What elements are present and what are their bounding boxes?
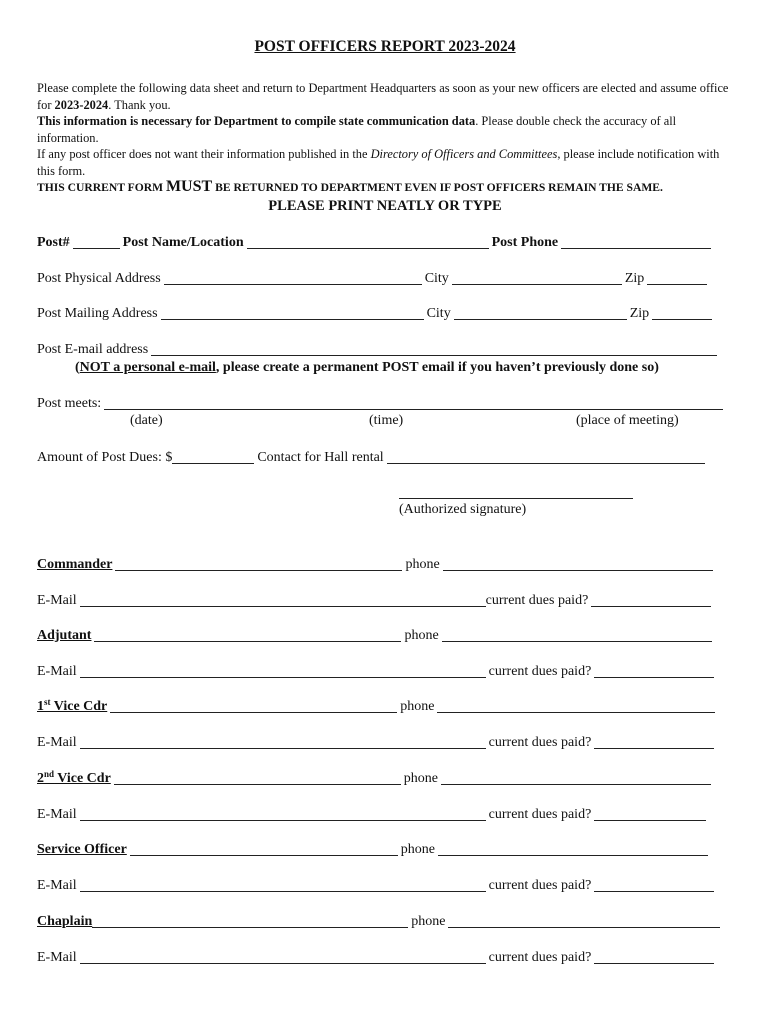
signature-field[interactable] [399, 484, 633, 499]
second-vice-dues-field[interactable] [594, 806, 706, 821]
adjutant-phone-label: phone [404, 628, 439, 643]
service-officer-name-field[interactable] [130, 841, 398, 856]
service-officer-phone-label: phone [400, 842, 435, 857]
report-year: 2023-2024 [54, 97, 109, 112]
adjutant-email-row [37, 662, 714, 680]
physical-zip-field[interactable] [647, 270, 707, 285]
first-vice-dues-field[interactable] [594, 734, 714, 749]
mailing-city-field[interactable] [454, 305, 627, 320]
directory-title: Directory of Officers and Committees [370, 147, 558, 161]
service-officer-phone-field[interactable] [438, 841, 708, 856]
ordinal-number: 1 [37, 699, 44, 714]
ordinal-suffix: nd [44, 769, 55, 779]
mailing-zip-label: Zip [629, 306, 650, 321]
must-emphasis: MUST [165, 178, 213, 195]
instructions-paragraph-1 [37, 80, 737, 113]
instructions [37, 80, 737, 179]
post-name-field[interactable] [247, 234, 489, 249]
first-vice-email-field[interactable] [80, 734, 486, 749]
second-vice-email-label: E-Mail [37, 807, 77, 822]
first-vice-name-field[interactable] [110, 698, 397, 713]
post-number-label: Post# [37, 235, 70, 250]
commander-email-field[interactable] [80, 592, 486, 607]
commander-label: Commander [37, 557, 113, 572]
chaplain-email-field[interactable] [80, 949, 486, 964]
commander-email-row [37, 591, 711, 609]
not-personal-email: NOT a personal e-mail [79, 360, 216, 375]
commander-name-field[interactable] [115, 556, 402, 571]
post-phone-field[interactable] [561, 234, 711, 249]
form-title: POST OFFICERS REPORT 2023-2024 [254, 38, 516, 55]
second-vice-email-row [37, 805, 706, 823]
first-vice-row [37, 697, 715, 715]
instructions-text: If any post officer does not want their information published in the [37, 147, 371, 161]
physical-address-field[interactable] [164, 270, 422, 285]
signature-caption: (Authorized signature) [399, 502, 527, 517]
instructions-text: , please include notification with this form. [37, 147, 720, 178]
post-email-label: Post E-mail address [37, 342, 149, 357]
first-vice-phone-label: phone [400, 699, 435, 714]
post-phone-label: Post Phone [491, 235, 559, 250]
mailing-zip-field[interactable] [652, 305, 712, 320]
physical-city-field[interactable] [452, 270, 622, 285]
commander-dues-label: current dues paid? [485, 593, 589, 608]
second-vice-label [37, 771, 111, 787]
post-name-label: Post Name/Location [122, 235, 244, 250]
instructions-text: . Thank you. [108, 97, 171, 112]
adjutant-email-label: E-Mail [37, 664, 77, 679]
note-text: ( [75, 360, 80, 375]
second-vice-phone-label: phone [403, 771, 438, 786]
dues-row [37, 448, 705, 466]
chaplain-label: Chaplain [37, 914, 93, 929]
hall-rental-label: Contact for Hall rental [257, 450, 384, 465]
title-text: Vice Cdr [50, 699, 108, 714]
mailing-address-label: Post Mailing Address [37, 306, 158, 321]
second-vice-email-field[interactable] [80, 806, 486, 821]
mailing-city-label: City [426, 306, 451, 321]
post-dues-field[interactable] [172, 449, 254, 464]
post-email-row [37, 340, 717, 358]
service-officer-dues-field[interactable] [594, 877, 714, 892]
service-officer-email-field[interactable] [80, 877, 486, 892]
post-meets-field[interactable] [104, 395, 723, 410]
print-neatly-notice: PLEASE PRINT NEATLY OR TYPE [268, 198, 502, 214]
chaplain-email-label: E-Mail [37, 950, 77, 965]
first-vice-email-label: E-Mail [37, 735, 77, 750]
post-dues-label: Amount of Post Dues: $ [37, 450, 173, 465]
commander-phone-label: phone [405, 557, 440, 572]
notice-text: BE RETURNED TO DEPARTMENT EVEN IF POST OFFICERS REMAIN THE SAME. [212, 181, 663, 194]
chaplain-email-row [37, 948, 714, 966]
mailing-address-field[interactable] [161, 305, 424, 320]
physical-zip-label: Zip [624, 271, 645, 286]
service-officer-label: Service Officer [37, 842, 127, 857]
chaplain-row [37, 912, 720, 930]
notice-text: THIS CURRENT FORM [37, 181, 166, 194]
adjutant-email-field[interactable] [80, 663, 486, 678]
chaplain-dues-field[interactable] [594, 949, 714, 964]
chaplain-dues-label: current dues paid? [488, 950, 592, 965]
chaplain-phone-field[interactable] [448, 913, 720, 928]
adjutant-dues-label: current dues paid? [488, 664, 592, 679]
second-vice-name-field[interactable] [114, 770, 401, 785]
meets-date-caption: (date) [130, 413, 163, 428]
physical-address-label: Post Physical Address [37, 271, 161, 286]
physical-address-row [37, 269, 707, 287]
second-vice-row [37, 769, 711, 787]
service-officer-email-row [37, 876, 714, 894]
meets-time-caption: (time) [369, 413, 404, 428]
first-vice-label [37, 699, 107, 715]
instructions-text: . Please double check the accuracy of all information. [37, 114, 677, 145]
note-text: , please create a permanent POST email if you haven’t previously done so) [215, 360, 659, 375]
second-vice-phone-field[interactable] [441, 770, 711, 785]
instructions-text: Please complete the following data sheet and return to Department Headquarters as soon as your new officers are elected and assume office for [37, 81, 729, 112]
service-officer-email-label: E-Mail [37, 878, 77, 893]
ordinal-number: 2 [37, 771, 44, 786]
commander-row [37, 555, 713, 573]
post-meets-row [37, 394, 723, 412]
first-vice-dues-label: current dues paid? [488, 735, 592, 750]
must-return-notice [37, 178, 757, 196]
post-meets-label: Post meets: [37, 396, 102, 411]
adjutant-name-field[interactable] [94, 627, 401, 642]
post-info-row [37, 233, 711, 251]
ordinal-suffix: st [44, 697, 51, 707]
service-officer-dues-label: current dues paid? [488, 878, 592, 893]
instructions-paragraph-2 [37, 113, 737, 146]
commander-dues-field[interactable] [591, 592, 711, 607]
chaplain-phone-label: phone [411, 914, 446, 929]
adjutant-label: Adjutant [37, 628, 92, 643]
adjutant-row [37, 626, 712, 644]
first-vice-phone-field[interactable] [437, 698, 715, 713]
physical-city-label: City [424, 271, 449, 286]
chaplain-name-field[interactable] [92, 913, 408, 928]
email-note [75, 360, 659, 376]
instructions-paragraph-3 [37, 146, 737, 179]
hall-rental-field[interactable] [387, 449, 705, 464]
second-vice-dues-label: current dues paid? [488, 807, 592, 822]
commander-phone-field[interactable] [443, 556, 713, 571]
first-vice-email-row [37, 733, 714, 751]
adjutant-dues-field[interactable] [594, 663, 714, 678]
adjutant-phone-field[interactable] [442, 627, 712, 642]
instructions-bold-text: This information is necessary for Department to compile state communication data [37, 114, 476, 128]
commander-email-label: E-Mail [37, 593, 77, 608]
mailing-address-row [37, 304, 712, 322]
service-officer-row [37, 840, 708, 858]
post-number-field[interactable] [73, 234, 120, 249]
meets-place-caption: (place of meeting) [576, 413, 679, 428]
title-text: Vice Cdr [54, 771, 111, 786]
post-email-field[interactable] [151, 341, 717, 356]
